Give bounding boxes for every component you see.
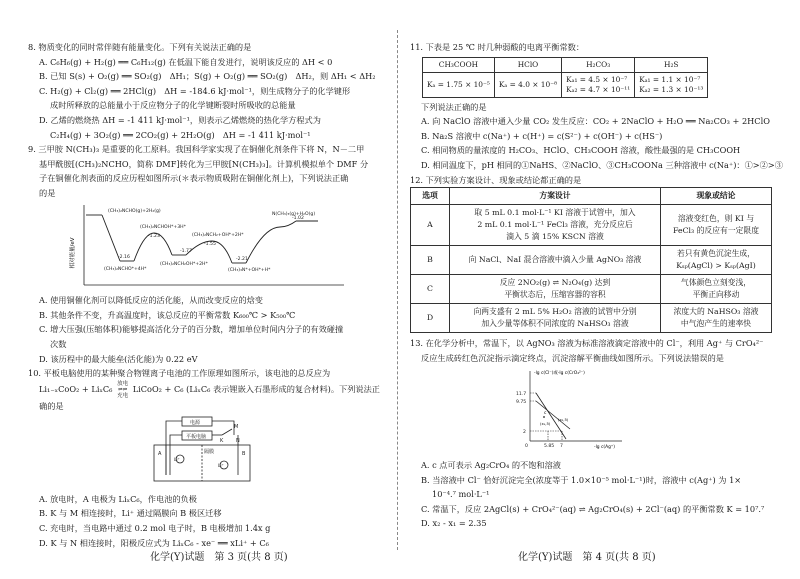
exp-row-c-result — [661, 275, 772, 304]
page-footer-right: 化学(Y)试题 第 4 页(共 8 页) — [518, 552, 656, 563]
table-row — [411, 205, 772, 246]
tick-0: 0 — [525, 444, 528, 450]
tick-7: 7 — [560, 444, 563, 450]
exp-a-design-2: 2 mL 0.1 mol·L⁻¹ FeCl₃ 溶液，充分反应后 — [477, 220, 633, 230]
q10-eq-arrow — [117, 381, 128, 399]
table-row — [411, 275, 772, 304]
point-x1-label: (x₁,5) — [540, 421, 551, 427]
question-10 — [28, 366, 383, 550]
q11-option-c: C. 相同物质的量浓度的 H₂CO₃、HClO、CH₃COOH 溶液，酸性最强的是 CH₃COOH — [421, 145, 741, 156]
energy-label-inter2: (CH₃)₂NCH₂OH*+2H* — [160, 261, 208, 267]
exp-c-design-2: 平衡状态后，压缩容器的容积 — [504, 290, 606, 300]
q13-option-b: B. 当溶液中 Cl⁻ 恰好沉淀完全(浓度等于 1.0×10⁻⁵ mol·L⁻¹)时，溶液中 c(Ag⁺) 为 1× — [421, 474, 742, 485]
q11-option-a: A. 向 NaClO 溶液中通入少量 CO₂ 发生反应：CO₂ + 2NaClO + H₂O ══ Na₂CO₃ + 2HClO — [421, 116, 770, 127]
q9-option-c-cont: 次数 — [50, 338, 67, 349]
q13-option-b-cont: 10⁻⁴.⁷ mol·L⁻¹ — [432, 489, 490, 500]
exp-b-result-2: Kₛₚ(AgCl) > Kₛₚ(AgI) — [676, 261, 756, 271]
tick-2: 2 — [523, 430, 526, 436]
q13-stem-1: 13. 在化学分析中，常温下，以 AgNO₃ 溶液为标准溶液滴定溶液中的 Cl⁻，利用 Ag⁺ 与 CrO₄²⁻ — [410, 338, 764, 349]
exp-row-a-label: A — [411, 205, 450, 246]
energy-value-5: -1.77 — [180, 248, 192, 254]
q10-eq-top: 放电 — [117, 380, 129, 387]
energy-label-state2: (CH₃)₂NCH₂+OH*+2H* — [192, 232, 244, 238]
question-11 — [410, 40, 783, 173]
right-page — [410, 40, 783, 531]
q8-option-c: C. H₂(g) + Cl₂(g) ══ 2HCl(g) ΔH = -184.6 kJ·mol⁻¹，则生成物分子的化学键形 — [39, 85, 351, 96]
exp-c-result-1: 气体颜色立刻变浅， — [680, 278, 752, 288]
exp-row-c-label: C — [411, 275, 450, 304]
ka-value-hclo: Kₐ = 4.0 × 10⁻⁸ — [494, 72, 561, 97]
label-device: 平板电脑 — [186, 434, 207, 441]
tick-5-85: 5.85 — [544, 444, 555, 450]
ka1-h2co3: Kₐ₁ = 4.5 × 10⁻⁷ — [566, 74, 628, 84]
tick-9-75: 9.75 — [516, 400, 527, 406]
label-electrode-a: A — [158, 451, 162, 458]
energy-value-4: -2.16 — [118, 254, 130, 260]
q8-option-c-cont: 成时所释放的总能量小于反应物分子的化学键断裂时所吸收的总能量 — [50, 100, 296, 111]
ka-value-ch3cooh: Kₐ = 1.75 × 10⁻⁵ — [423, 72, 495, 97]
q10-option-a: A. 放电时，A 电极为 LiₓC₆，作电池的负极 — [39, 493, 197, 504]
solubility-curve-diagram — [508, 367, 628, 451]
label-li-a: Li⁺ — [174, 457, 180, 463]
q10-option-b: B. K 与 M 相连接时，Li⁺ 通过隔膜向 B 极区迁移 — [39, 508, 222, 519]
exp-row-d-design — [450, 304, 661, 333]
q8-option-d: D. 乙烯的燃烧热 ΔH = -1 411 kJ·mol⁻¹，则表示乙烯燃烧的热化学方程式为 — [39, 114, 321, 125]
exp-a-design-1: 取 5 mL 0.1 mol·L⁻¹ KI 溶液于试管中，加入 — [474, 208, 636, 218]
exp-row-b-result — [661, 246, 772, 275]
ka-header-h2co3: H₂CO₃ — [562, 57, 635, 72]
table-row — [411, 304, 772, 333]
q9-stem-3: 子在铜催化剂表面的反应历程如图所示(＊表示物质吸附在铜催化剂上)，下列说法正确 — [39, 173, 349, 184]
exp-row-b-design: 向 NaCl、NaI 混合溶液中滴入少量 AgNO₃ 溶液 — [450, 246, 661, 275]
q13-stem-2: 反应生成砖红色沉淀指示滴定终点，沉淀溶解平衡曲线如图所示。下列说法错误的是 — [421, 352, 724, 363]
exp-d-design-1: 向两支盛有 2 mL 5% H₂O₂ 溶液的试管中分别 — [473, 307, 637, 317]
exp-row-a-result — [661, 205, 772, 246]
ka-table — [422, 57, 708, 98]
ka2-h2co3: Kₐ₂ = 4.7 × 10⁻¹¹ — [566, 84, 631, 94]
q10-eq-right: LiCoO₂ + C₆ (LiₓC₆ 表示锂嵌入石墨形成的复合材料)。下列说法正 — [132, 383, 380, 394]
q10-option-d: D. K 与 N 相连接时，阳极反应式为 LiₓC₆ - xe⁻ ══ xLi⁺ + C₆ — [39, 537, 269, 548]
exp-b-result-1: 若只有黄色沉淀生成， — [677, 249, 755, 259]
ka1-h2s: Kₐ₁ = 1.1 × 10⁻⁷ — [639, 74, 701, 84]
q13-option-d: D. x₂ - x₁ = 2.35 — [421, 518, 487, 529]
label-separator: 隔膜 — [204, 449, 215, 456]
energy-value-6: -2.21 — [236, 256, 248, 262]
exp-d-design-2: 加入少量等体积不同浓度的 NaHSO₃ 溶液 — [481, 319, 629, 329]
q11-stem: 11. 下表是 25 ℃ 时几种弱酸的电离平衡常数： — [410, 42, 585, 52]
label-k: K — [220, 438, 224, 445]
exp-c-design-1: 反应 2NO₂(g) ⇌ N₂O₄(g) 达到 — [499, 278, 611, 288]
table-row — [411, 246, 772, 275]
question-12 — [410, 173, 772, 334]
q8-option-d-cont: C₂H₄(g) + 3O₂(g) ══ 2CO₂(g) + 2H₂O(g) ΔH = -1 411 kJ·mol⁻¹ — [50, 129, 311, 140]
experiment-table — [410, 187, 772, 333]
left-page — [28, 40, 383, 550]
q11-question: 下列说法正确的是 — [421, 101, 487, 112]
solubility-y-axis-label: -lg c(Cl⁻)或-lg c(CrO₄²⁻) — [534, 371, 585, 377]
q10-stem-3: 确的是 — [39, 400, 64, 411]
exp-d-result-2: 中气泡产生的速率快 — [680, 319, 752, 329]
battery-diagram — [146, 415, 262, 485]
ka-header-ch3cooh: CH₃COOH — [423, 57, 495, 72]
exp-row-c-design — [450, 275, 661, 304]
q10-eq-arrow-glyph: ⇌⇌ — [117, 386, 128, 393]
label-m: M — [234, 424, 239, 431]
q11-option-d: D. 相同温度下，pH 相同的①NaHS、②NaClO、③CH₃COONa 三种溶液中 c(Na⁺)：①>②>③ — [421, 159, 783, 170]
energy-label-state3: N(CH₃)₃(g)+H₂O(g) — [272, 211, 316, 217]
exp-a-design-3: 滴入 5 滴 15% KSCN 溶液 — [506, 232, 604, 242]
exp-row-a-design — [450, 205, 661, 246]
q9-stem-2: 基甲酰胺[(CH₃)₂NCHO，简称 DMF]转化为三甲胺[N(CH₃)₃]。计算机模拟单个 DMF 分 — [39, 158, 369, 169]
q10-equation — [28, 381, 383, 399]
solubility-x-axis-label: -lg c(Ag⁺) — [594, 445, 615, 451]
label-power: 电源 — [190, 420, 201, 427]
q8-option-b: B. 已知 S(s) + O₂(g) ══ SO₂(g) ΔH₁；S(g) + O₂(g) ══ SO₂(g) ΔH₂，则 ΔH₁ < ΔH₂ — [39, 71, 376, 82]
q9-option-c: C. 增大压强(压缩体积)能够提高活化分子的百分数，增加单位时间内分子的有效碰撞 — [39, 324, 344, 335]
ka-header-h2s: H₂S — [635, 57, 708, 72]
q10-option-c: C. 充电时，当电路中通过 0.2 mol 电子时，B 电极增加 1.4x g — [39, 523, 271, 534]
question-8 — [28, 40, 383, 142]
q10-stem-1: 10. 平板电脑使用的某种聚合物锂离子电池的工作原理如图所示，该电池的总反应为 — [28, 368, 331, 379]
q9-option-a: A. 使用铜催化剂可以降低反应的活化能，从而改变反应的焓变 — [39, 295, 263, 306]
exp-row-d-result — [661, 304, 772, 333]
label-n: N — [236, 438, 240, 445]
energy-value-2: -1.55 — [204, 241, 216, 247]
ka2-h2s: Kₐ₂ = 1.3 × 10⁻¹³ — [639, 84, 704, 94]
energy-profile-diagram — [68, 203, 348, 287]
q12-stem: 12. 下列实验方案设计、现象或结论都正确的是 — [410, 174, 582, 185]
label-li-b: Li⁺ — [218, 463, 224, 469]
point-c-label: c — [544, 411, 547, 417]
q9-option-d: D. 该历程中的最大能垒(活化能)为 0.22 eV — [39, 353, 198, 364]
exp-a-result-1: 溶液变红色，则 KI 与 — [677, 214, 755, 224]
energy-value-1: -1.23 — [148, 233, 160, 239]
q8-stem: 8. 物质变化的同时常伴随有能量变化。下列有关说法正确的是 — [28, 42, 252, 52]
q9-stem-1: 9. 三甲胺 N(CH₃)₃ 是重要的化工原料。我国科学家实现了在铜催化剂条件下将 N，N－二甲 — [28, 144, 365, 155]
exp-a-result-2: FeCl₃ 的反应有一定限度 — [672, 226, 760, 236]
tick-11-7: 11.7 — [516, 392, 527, 398]
energy-label-state1: (CH₃)₂NCHOH*+3H* — [140, 224, 186, 230]
q13-option-c: C. 常温下，反应 2AgCl(s) + CrO₄²⁻(aq) ⇌ Ag₂CrO₄(s) + 2Cl⁻(aq) 的平衡常数 K = 10⁷.⁷ — [421, 503, 765, 514]
question-9 — [28, 142, 383, 366]
exp-header-design: 方案设计 — [450, 188, 661, 205]
energy-label-start: (CH₃)₂NCHO(g)+2H₂(g) — [108, 208, 161, 214]
q13-option-a: A. c 点可表示 Ag₂CrO₄ 的不饱和溶液 — [421, 459, 561, 470]
page-divider — [397, 30, 398, 550]
battery-figure — [146, 415, 383, 490]
exp-d-result-1: 浓度大的 NaHSO₃ 溶液 — [673, 307, 759, 317]
ka-value-h2co3 — [562, 72, 635, 97]
q9-stem-4: 的是 — [39, 187, 56, 198]
q10-eq-bottom: 充电 — [117, 392, 129, 399]
exp-row-b-label: B — [411, 246, 450, 275]
q10-eq-left: Li₁₋ₓCoO₂ + LiₓC₆ — [39, 383, 113, 394]
point-x2-label: (x₂,5) — [558, 417, 569, 423]
page-footer-left: 化学(Y)试题 第 3 页(共 8 页) — [150, 552, 288, 563]
energy-label-inter1: (CH₃)₂NCHO*+4H* — [104, 266, 147, 272]
exp-header-option: 选项 — [411, 188, 450, 205]
exp-header-result: 现象或结论 — [661, 188, 772, 205]
label-electrode-b: B — [242, 451, 246, 458]
q8-option-a: A. C₆H₆(g) + H₂(g) ══ C₆H₁₂(g) 在低温下能自发进行，说明该反应的 ΔH < 0 — [39, 56, 333, 67]
energy-axis-label: 相对能量/eV — [70, 237, 76, 269]
ka-value-h2s — [635, 72, 708, 97]
ka-header-hclo: HClO — [494, 57, 561, 72]
question-13 — [410, 336, 772, 531]
solubility-figure — [508, 367, 772, 456]
exp-c-result-2: 平衡正向移动 — [692, 290, 740, 300]
q9-option-b: B. 其他条件不变，升高温度时，该总反应的平衡常数 K₆₀₀℃ > K₅₀₀℃ — [39, 309, 296, 320]
energy-profile-figure — [68, 203, 383, 292]
energy-label-inter3: (CH₃)₃N*+OH*+H* — [228, 267, 271, 273]
q11-option-b: B. Na₂S 溶液中 c(Na⁺) + c(H⁺) = c(S²⁻) + c(OH⁻) + c(HS⁻) — [421, 130, 663, 141]
energy-value-3: -1.02 — [292, 215, 304, 221]
exp-row-d-label: D — [411, 304, 450, 333]
